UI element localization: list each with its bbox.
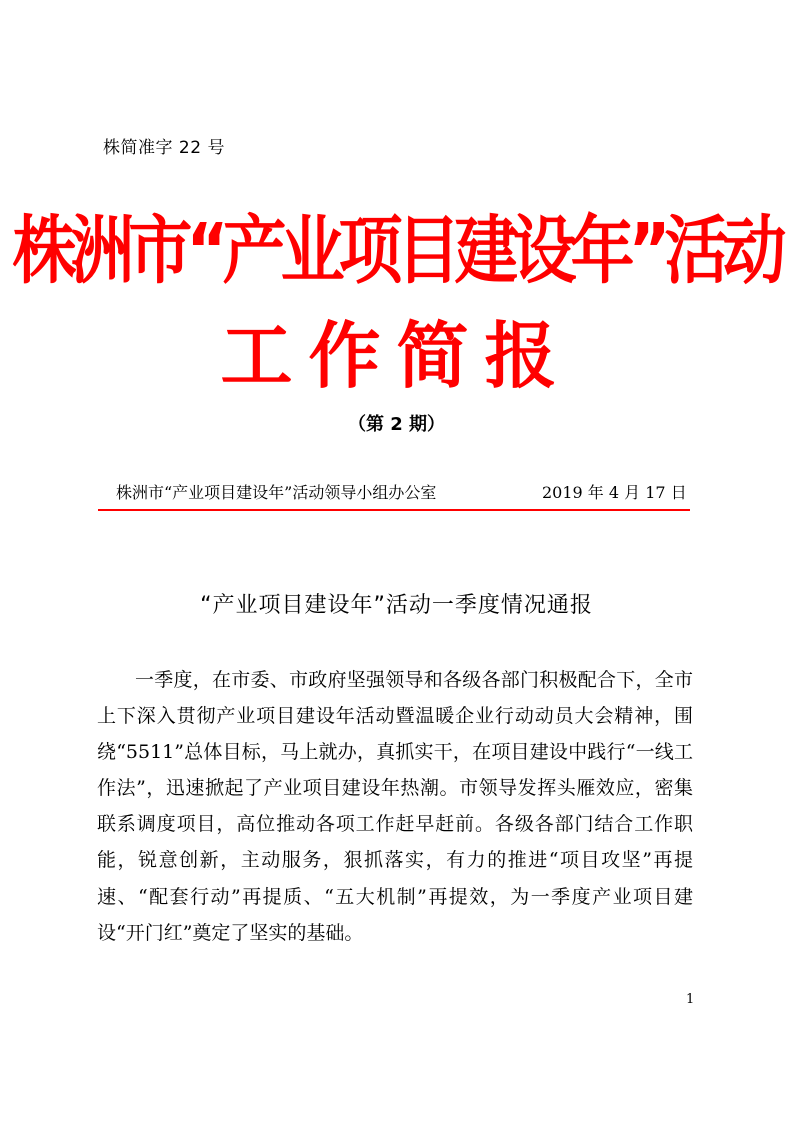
- issuer-name: 株洲市“产业项目建设年”活动领导小组办公室: [116, 483, 437, 502]
- masthead-subtitle: 工作简报: [220, 314, 573, 398]
- issue-number: （第 2 期）: [347, 414, 446, 435]
- page-number: 1: [686, 992, 695, 1007]
- masthead-title: 株洲市“产业项目建设年”活动: [12, 209, 781, 295]
- issuer-row: [116, 480, 686, 503]
- article-paragraph: 一季度，在市委、市政府坚强领导和各级各部门积极配合下，全市上下深入贯彻产业项目建设年活动暨温暖企业行动动员大会精神，围绕“5511”总体目标，马上就办，真抓实干，在项目建设中践行“一线工作法”，迅速掀起了产业项目建设年热潮。市领导发挥头雁效应，密集联系调度项目，高位推动各项工作赶早赶前。各级各部门结合工作职能，锐意创新，主动服务，狠抓落实，有力的推进“项目攻坚”再提速、“配套行动”再提质、“五大机制”再提效，为一季度产业项目建设“开门红”奠定了坚实的基础。: [97, 669, 693, 944]
- issue-date: 2019 年 4 月 17 日: [542, 483, 687, 502]
- article-title: “产业项目建设年”活动一季度情况通报: [200, 593, 593, 618]
- red-divider: [98, 509, 690, 511]
- document-number: 株简准字 22 号: [103, 138, 225, 158]
